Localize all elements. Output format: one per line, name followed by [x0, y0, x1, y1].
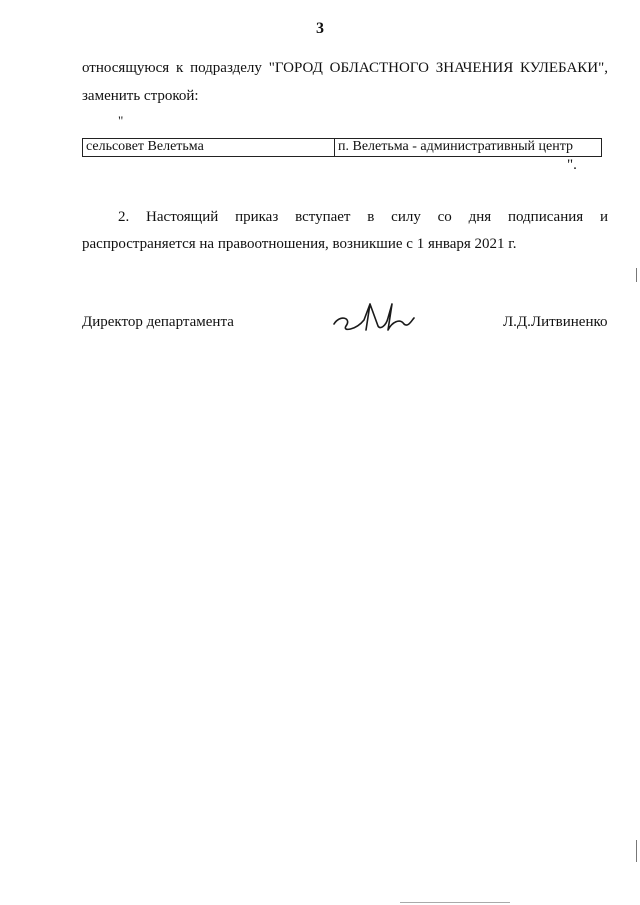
table-cell-settlement: сельсовет Велетьма: [83, 139, 335, 156]
clause-2-line-2: распространяется на правоотношения, возникшие с 1 января 2021 г.: [82, 236, 517, 252]
table-cell-center: п. Велетьма - административный центр: [338, 139, 574, 154]
signatory-position: Директор департамента: [82, 314, 234, 330]
scan-artifact-2: [636, 840, 637, 862]
handwritten-signature: [330, 296, 420, 340]
scan-artifact-3: [400, 902, 510, 903]
clause-2-line-1: 2. Настоящий приказ вступает в силу со дня подписания и: [118, 209, 608, 225]
intro-line-1: относящуюся к подразделу "ГОРОД ОБЛАСТНОГО ЗНАЧЕНИЯ КУЛЕБАКИ",: [82, 60, 608, 76]
opening-quote: ": [118, 113, 124, 128]
scan-artifact-1: [636, 268, 637, 282]
replacement-table: [82, 138, 602, 157]
page-number: 3: [316, 20, 324, 37]
signatory-name: Л.Д.Литвиненко: [503, 314, 608, 330]
closing-quote: ".: [567, 157, 577, 173]
intro-line-2: заменить строкой:: [82, 88, 199, 104]
